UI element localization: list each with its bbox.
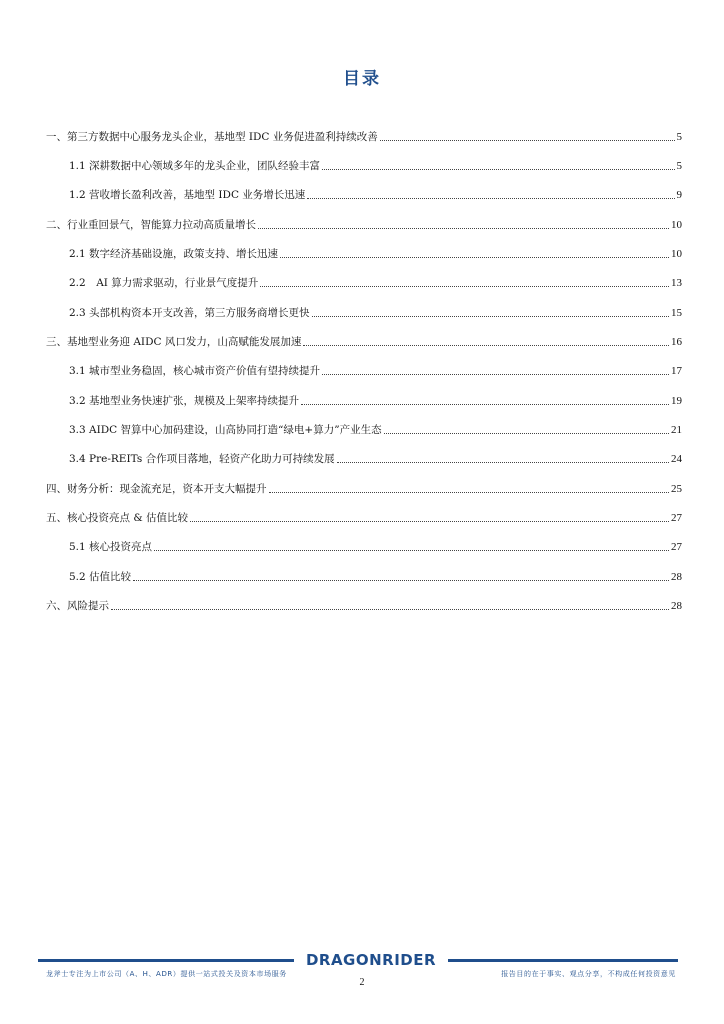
footer-disclaimer-right: 报告目的在于事实、观点分享，不构成任何投资意见 [501, 970, 676, 978]
footer-disclaimer-left: 龙斧士专注为上市公司（A、H、ADR）提供一站式投关及资本市场服务 [46, 970, 287, 978]
toc-entry-6[interactable] [46, 595, 682, 613]
dot-leader [154, 549, 669, 551]
toc-entry-3[interactable] [46, 331, 682, 349]
toc-entry-page: 10 [671, 248, 682, 260]
toc-entry-4[interactable] [46, 478, 682, 496]
toc-entry-2[interactable] [46, 214, 682, 232]
dot-leader [269, 491, 670, 493]
toc-entry-label: 5.1 核心投资亮点 [69, 541, 153, 553]
dot-leader [260, 285, 669, 287]
dot-leader [337, 461, 669, 463]
dot-leader [380, 139, 675, 141]
dot-leader [258, 227, 669, 229]
toc-entry-page: 16 [671, 336, 682, 348]
toc-entry-page: 13 [671, 277, 682, 289]
dot-leader [111, 608, 669, 610]
dragonrider-logo: DRAGONRIDER [305, 951, 437, 969]
toc-entry-5-2[interactable] [69, 566, 682, 584]
toc-entry-1-1[interactable] [69, 155, 682, 173]
toc-entry-3-3[interactable] [69, 419, 682, 437]
toc-entry-label: 二、行业重回景气，智能算力拉动高质量增长 [46, 219, 256, 231]
toc-entry-label: 3.1 城市型业务稳固，核心城市资产价值有望持续提升 [69, 365, 321, 377]
toc-entry-2-2[interactable] [69, 272, 682, 290]
footer-rule-right [448, 959, 678, 962]
toc-entry-label: 3.4 Pre-REITs 合作项目落地，轻资产化助力可持续发展 [69, 453, 335, 465]
toc-entry-label: 六、风险提示 [46, 600, 109, 612]
dot-leader [322, 168, 674, 170]
toc-entry-label: 四、财务分析：现金流充足，资本开支大幅提升 [46, 483, 267, 495]
toc-entry-label: 三、基地型业务迎 AIDC 风口发力，山高赋能发展加速 [46, 336, 302, 348]
page-title: 目录 [343, 69, 381, 89]
toc-entry-page: 19 [671, 395, 682, 407]
toc-entry-2-1[interactable] [69, 243, 682, 261]
toc-entry-page: 21 [671, 424, 682, 436]
toc-entry-3-1[interactable] [69, 360, 682, 378]
toc-entry-label: 5.2 估值比较 [69, 571, 132, 583]
dot-leader [384, 432, 669, 434]
toc-entry-page: 10 [671, 219, 682, 231]
dot-leader [303, 344, 669, 346]
toc-entry-page: 17 [671, 365, 682, 377]
toc-entry-page: 25 [671, 483, 682, 495]
toc-entry-page: 15 [671, 307, 682, 319]
dot-leader [307, 197, 674, 199]
toc-entry-1-2[interactable] [69, 184, 682, 202]
page-number: 2 [359, 977, 365, 988]
toc-entry-page: 27 [671, 541, 682, 553]
toc-entry-label: 2.1 数字经济基础设施，政策支持、增长迅速 [69, 248, 279, 260]
toc-entry-page: 9 [676, 189, 682, 201]
toc-entry-label: 3.2 基地型业务快速扩张，规模及上架率持续提升 [69, 395, 300, 407]
toc-entry-label: 1.2 营收增长盈利改善，基地型 IDC 业务增长迅速 [69, 189, 306, 201]
toc-entry-3-4[interactable] [69, 448, 682, 466]
toc-entry-label: 2.3 头部机构资本开支改善，第三方服务商增长更快 [69, 307, 310, 319]
toc-entry-2-3[interactable] [69, 302, 682, 320]
toc-entry-page: 28 [671, 571, 682, 583]
toc-entry-label: 一、第三方数据中心服务龙头企业，基地型 IDC 业务促进盈利持续改善 [46, 131, 378, 143]
toc-entry-1[interactable] [46, 126, 682, 144]
toc-entry-label: 3.3 AIDC 智算中心加码建设，山高协同打造“绿电+算力”产业生态 [69, 424, 382, 436]
toc-entry-label: 2.2 AI 算力需求驱动，行业景气度提升 [69, 277, 259, 289]
dot-leader [312, 315, 669, 317]
toc-entry-page: 5 [676, 131, 682, 143]
toc-entry-label: 五、核心投资亮点 & 估值比较 [46, 512, 189, 524]
toc-entry-label: 1.1 深耕数据中心领域多年的龙头企业，团队经验丰富 [69, 160, 321, 172]
dot-leader [190, 520, 669, 522]
dot-leader [133, 579, 669, 581]
toc-entry-3-2[interactable] [69, 390, 682, 408]
dot-leader [322, 373, 669, 375]
toc-entry-5-1[interactable] [69, 536, 682, 554]
toc-entry-page: 28 [671, 600, 682, 612]
dot-leader [301, 403, 669, 405]
toc-entry-page: 5 [676, 160, 682, 172]
dot-leader [280, 256, 669, 258]
toc-entry-5[interactable] [46, 507, 682, 525]
toc-entry-page: 24 [671, 453, 682, 465]
toc-entry-page: 27 [671, 512, 682, 524]
footer-rule-left [38, 959, 294, 962]
